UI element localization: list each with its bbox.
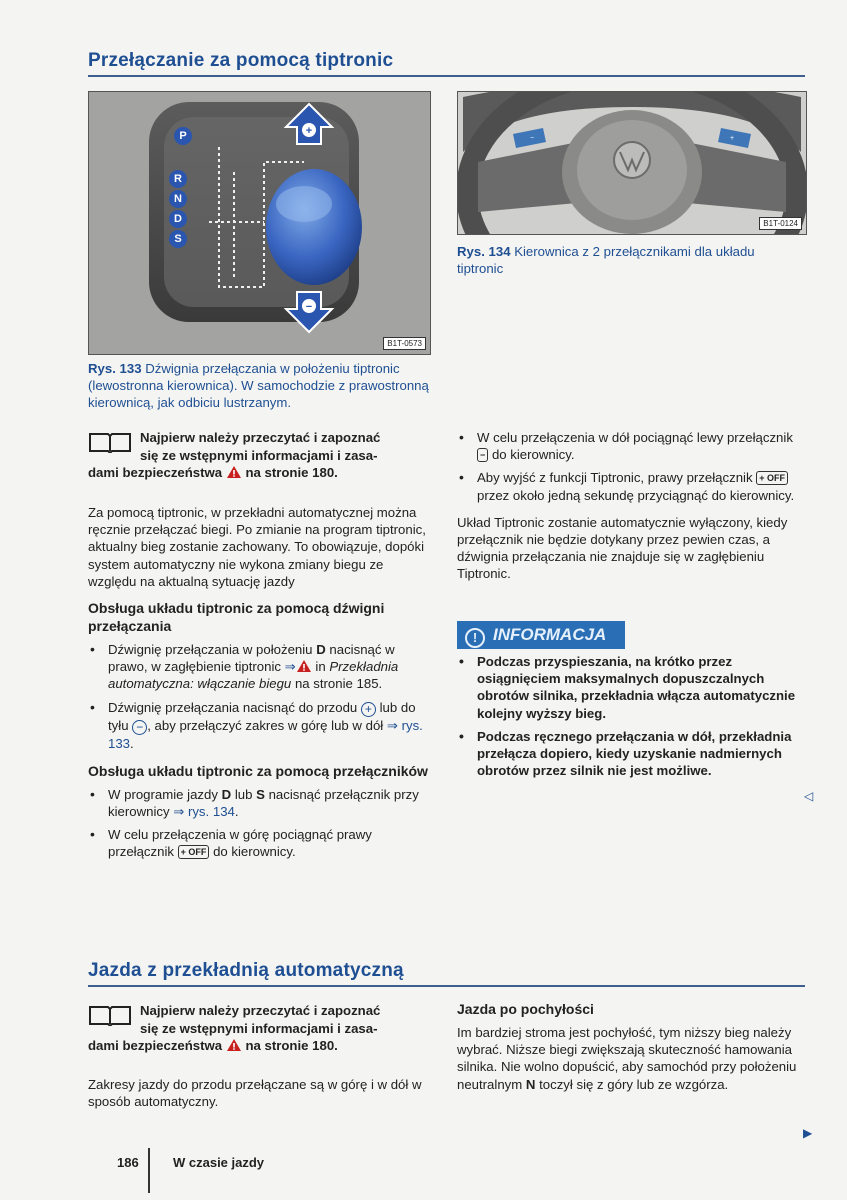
slope-paragraph xyxy=(457,1024,802,1093)
bullet-exit-tiptronic xyxy=(457,469,802,503)
text: Przekładnia automatyczna: włączanie biegu xyxy=(108,659,399,692)
note-line1: Najpierw należy przeczytać i zapoznać xyxy=(140,430,381,445)
bullet-lever-right xyxy=(88,641,428,693)
steering-wheel-illustration xyxy=(458,92,806,234)
text: W programie jazdy xyxy=(108,786,218,802)
warning-triangle-icon xyxy=(226,465,242,479)
text: lub do tyłu xyxy=(108,699,416,733)
prerequisite-note xyxy=(88,1002,428,1055)
auto-off-paragraph: Układ Tiptronic zostanie automatycznie wyłączony, kiedy przełącznik nie będzie dotykany przez pewien czas, a dźwignia przełączania nie znajduje się w zagłębieniu Tiptronic. xyxy=(457,514,788,582)
text: toczył się z góry lub ze wzgórza. xyxy=(539,1076,729,1092)
info-bullet-downshift: • Podczas ręcznego przełączania w dół, przekładnia przełącza dopiero, kiedy uzyskanie nadmiernych obrotów przez silnik nie jest możliwe. xyxy=(457,728,802,780)
text: Dźwignię przełączania nacisnąć do przodu xyxy=(108,699,358,715)
gear-position-n: N xyxy=(169,190,187,208)
gear-position-r: R xyxy=(169,170,187,188)
text: D xyxy=(221,786,232,802)
left-column xyxy=(88,504,428,867)
text: Aby wyjść z funkcji Tiptronic, prawy przełącznik xyxy=(477,470,753,486)
text: S xyxy=(256,786,265,802)
note-line3-b: na stronie 180. xyxy=(245,465,338,480)
note-line3-a: dami bezpieczeństwa xyxy=(88,465,223,480)
section-rule xyxy=(88,985,805,987)
intro-paragraph: Za pomocą tiptronic, w przekładni automatycznej można ręcznie przełączać biegi. Po zmianie na program tiptronic, aktualny bieg zostanie zachowany. To obowiązuje, dopóki system automatyczny nie wykona zmiany biegu ze względu na aktualną sytuację jazdy xyxy=(88,505,426,589)
text: nacisnąć w prawo, w zagłębienie tiptronic xyxy=(108,642,395,675)
warning-triangle-icon xyxy=(296,659,312,673)
plus-off-key-icon: + OFF xyxy=(756,471,788,485)
text: in xyxy=(315,659,326,675)
figure-code: B1T-0573 xyxy=(383,337,426,350)
info-title: INFORMACJA xyxy=(493,625,607,644)
info-bullet-accel: • Podczas przyspieszania, na krótko przez osiągnięciem maksymalnych dopuszczalnych obrotów silnika, przekładnia włącza automatycznie kolejny wyższy bieg. xyxy=(457,653,802,722)
gear-lever-illustration xyxy=(89,92,430,354)
info-icon: ! xyxy=(465,628,485,648)
figure-gear-lever xyxy=(88,91,431,355)
gear-position-s: S xyxy=(169,230,187,248)
book-icon xyxy=(88,1004,132,1026)
caption-label: Rys. 133 xyxy=(88,361,142,376)
slope-section xyxy=(457,1000,802,1102)
ref-arrow: ⇒ xyxy=(284,659,296,675)
note-line1: Najpierw należy przeczytać i zapoznać xyxy=(140,1003,381,1018)
warning-triangle-icon xyxy=(226,1038,242,1052)
text: przez około jedną sekundę przyciągnąć do kierownicy. xyxy=(477,487,795,503)
footer-divider xyxy=(148,1148,150,1193)
text: Im bardziej stroma jest pochyłość, tym niższy bieg należy wybrać. Niższe biegi zwiększają skuteczność hamowania silnika. Nie wolno dopuścić, aby samochód przy położeniu neutralnym xyxy=(457,1025,797,1092)
note-line3-a: dami bezpieczeństwa xyxy=(88,1038,223,1053)
caption-text: Dźwignia przełączania w położeniu tiptronic (lewostronna kierownica). W samochodzie z prawostronną kierownicą, jak odbiciu lustrzanym. xyxy=(88,361,429,410)
text: nacisnąć przełącznik przy kierownicy xyxy=(108,786,419,820)
section-title: Jazda z przekładnią automatyczną xyxy=(88,960,404,981)
subheading-switches: Obsługa układu tiptronic za pomocą przełączników xyxy=(88,762,428,779)
auto-ranges-paragraph: Zakresy jazdy do przodu przełączane są w górę i w dół w sposób automatyczny. xyxy=(88,1077,422,1110)
text: Dźwignię przełączania w położeniu xyxy=(108,642,313,658)
svg-text:−: − xyxy=(530,135,535,142)
minus-key-icon: − xyxy=(477,448,488,462)
text: . xyxy=(130,735,134,751)
text: W celu przełączenia w dół pociągnąć lewy przełącznik xyxy=(477,430,793,445)
text: do kierownicy. xyxy=(491,447,575,463)
subheading-slope: Jazda po pochyłości xyxy=(457,1001,594,1017)
note-line3-b: na stronie 180. xyxy=(245,1038,338,1053)
end-mark-icon: ◁ xyxy=(804,789,814,803)
text: na stronie 185. xyxy=(294,676,383,692)
prerequisite-note xyxy=(88,429,428,482)
text: D xyxy=(316,642,326,658)
caption-text: Kierownica z 2 przełącznikami dla układu tiptronic xyxy=(457,244,755,276)
plus-off-key-icon: + OFF xyxy=(178,845,210,859)
subheading-lever: Obsługa układu tiptronic za pomocą dźwigni przełączania xyxy=(88,600,385,635)
minus-circle-icon: − xyxy=(132,720,147,735)
figure-ref-link[interactable]: ⇒ rys. 133 xyxy=(108,717,423,751)
section-rule xyxy=(88,75,805,77)
bullet-switch-down xyxy=(457,429,802,463)
svg-text:+: + xyxy=(730,135,735,142)
page-number: 186 xyxy=(117,1155,139,1170)
book-icon xyxy=(88,431,132,453)
gear-position-p: P xyxy=(174,127,192,145)
bullet-switch-up xyxy=(88,826,428,860)
section-title: Przełączanie za pomocą tiptronic xyxy=(88,50,394,71)
figure-code: B1T-0124 xyxy=(759,217,802,230)
figure-caption-134 xyxy=(457,243,802,277)
info-banner xyxy=(457,621,625,649)
bullet-switch-program xyxy=(88,786,428,820)
text: N xyxy=(525,1076,536,1092)
figure-caption-133 xyxy=(88,360,433,411)
svg-text:−: − xyxy=(305,301,313,313)
chapter-name: W czasie jazdy xyxy=(173,1155,265,1170)
gear-position-d: D xyxy=(169,210,187,228)
text: W celu przełączenia w górę pociągnąć prawy przełącznik xyxy=(108,827,372,860)
next-page-icon: ▶ xyxy=(803,1126,813,1140)
note-line3 xyxy=(88,464,428,482)
info-box xyxy=(457,653,802,785)
svg-text:+: + xyxy=(305,125,313,137)
note-line3 xyxy=(88,1037,428,1055)
text: lub xyxy=(234,786,253,802)
caption-label: Rys. 134 xyxy=(457,244,511,259)
plus-circle-icon: + xyxy=(361,702,376,717)
text: , aby przełączyć zakres w górę lub w dół xyxy=(147,717,384,733)
figure-steering-wheel xyxy=(457,91,807,235)
note-line2: się ze wstępnymi informacjami i zasa- xyxy=(140,447,378,463)
right-column xyxy=(457,429,802,592)
text: do kierownicy. xyxy=(213,844,296,860)
bullet-lever-forward-back xyxy=(88,699,428,752)
note-line2: się ze wstępnymi informacjami i zasa- xyxy=(140,1020,378,1036)
figure-ref-link[interactable]: ⇒ rys. 134 xyxy=(173,804,235,820)
text: . xyxy=(234,804,239,820)
